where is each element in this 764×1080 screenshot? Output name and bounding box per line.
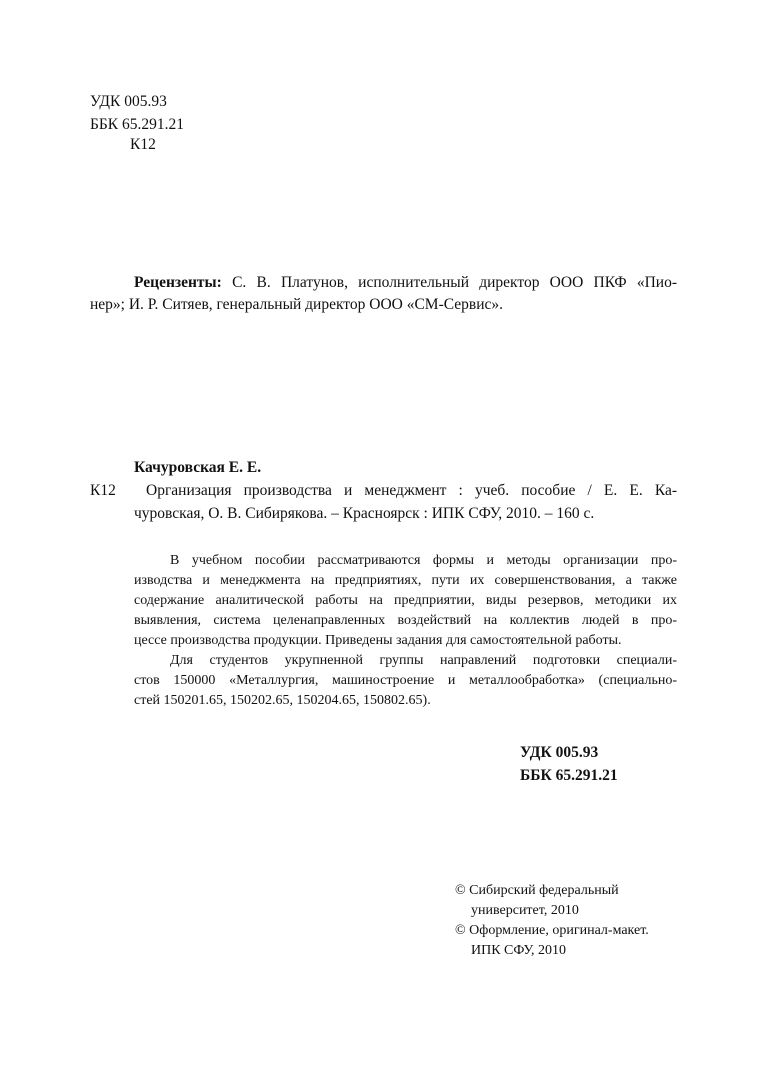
udk-code-bottom: УДК 005.93 <box>520 744 599 761</box>
abstract-p1-line-3: содержание аналитической работы на предприятии, виды резервов, методики их <box>134 593 677 608</box>
reviewers-line-2: нер»; И. Р. Ситяев, генеральный директор ООО «СМ-Сервис». <box>90 296 504 313</box>
reviewers-text-1: С. В. Платунов, исполнительный директор ООО ПКФ «Пио- <box>232 274 677 291</box>
author-mark-top: К12 <box>130 136 156 153</box>
abstract-p1-line-2: изводства и менеджмента на предприятиях, пути их совершенствования, а также <box>134 573 677 588</box>
author-heading: Качуровская Е. Е. <box>134 459 262 476</box>
abstract-p1-line-1: В учебном пособии рассматриваются формы и методы организации про- <box>170 553 677 568</box>
bbk-code-top: ББК 65.291.21 <box>90 116 185 133</box>
reviewers-line-1 <box>134 275 677 291</box>
abstract-p1-line-4: выявления, система целенаправленных воздействий на коллектив людей в про- <box>134 613 677 628</box>
abstract-p2-line-1: Для студентов укрупненной группы направлений подготовки специали- <box>170 653 677 668</box>
abstract-p2-line-3: стей 150201.65, 150202.65, 150204.65, 150802.65). <box>134 693 431 708</box>
udk-code-top: УДК 005.93 <box>90 93 167 110</box>
bbk-code-bottom: ББК 65.291.21 <box>520 767 618 784</box>
copyright-1-line-2: университет, 2010 <box>471 903 579 918</box>
abstract-p2-line-2: стов 150000 «Металлургия, машиностроение и металлообработка» (специально- <box>134 673 677 688</box>
copyright-1-line-1: © Сибирский федеральный <box>455 883 619 898</box>
copyright-2-line-1: © Оформление, оригинал-макет. <box>455 923 649 938</box>
reviewers-label: Рецензенты: <box>134 274 222 291</box>
abstract-p1-line-5: цессе производства продукции. Приведены задания для самостоятельной работы. <box>134 633 622 648</box>
bib-line-2: чуровская, О. В. Сибирякова. – Красноярск : ИПК СФУ, 2010. – 160 с. <box>134 505 595 522</box>
author-mark-bib: К12 <box>90 482 116 499</box>
copyright-2-line-2: ИПК СФУ, 2010 <box>471 943 567 958</box>
bib-line-1: Организация производства и менеджмент : учеб. пособие / Е. Е. Ка- <box>146 482 677 499</box>
